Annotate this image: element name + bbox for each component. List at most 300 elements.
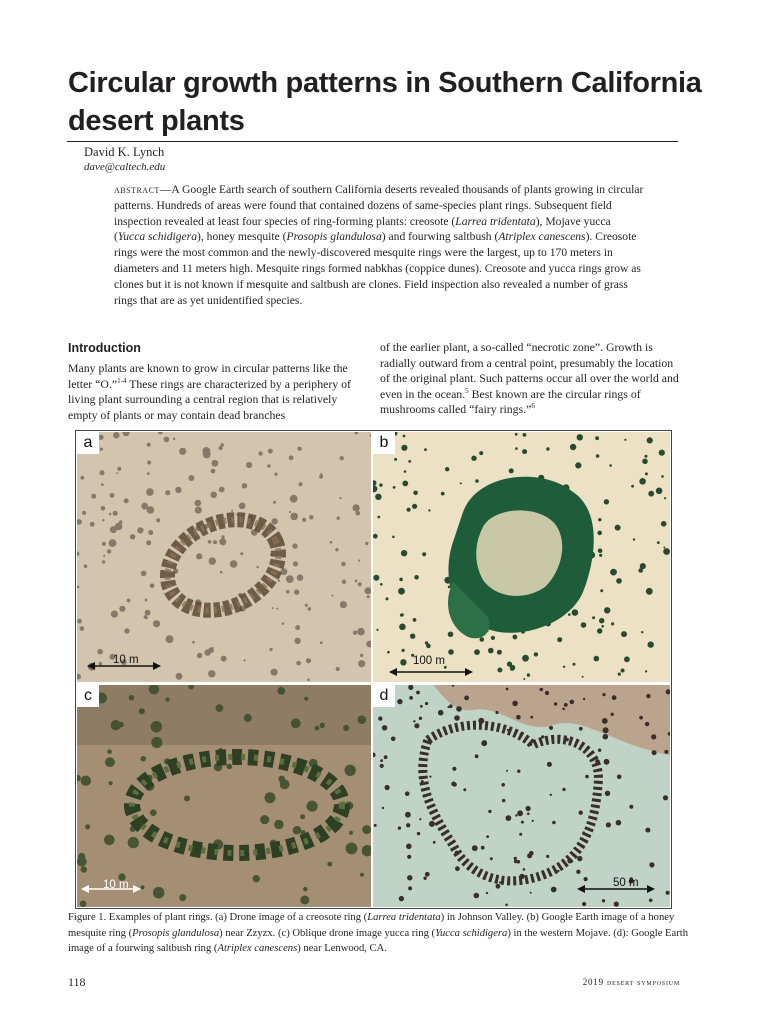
vegetation-speckle — [656, 488, 663, 495]
vegetation-speckle — [292, 543, 297, 548]
vegetation-speckle — [341, 562, 346, 567]
vegetation-speckle — [408, 886, 412, 890]
vegetation-speckle — [278, 580, 280, 582]
vegetation-speckle — [438, 710, 444, 716]
vegetation-speckle — [360, 654, 363, 657]
vegetation-speckle — [153, 620, 160, 627]
vegetation-speckle — [386, 597, 389, 600]
vegetation-speckle — [594, 656, 600, 662]
vegetation-speckle — [142, 505, 146, 509]
scale-bar-label: 100 m — [413, 655, 445, 667]
vegetation-speckle — [349, 831, 353, 835]
vegetation-speckle — [448, 632, 454, 638]
vegetation-speckle — [562, 708, 565, 711]
vegetation-speckle — [81, 866, 87, 872]
vegetation-speckle — [414, 575, 419, 580]
vegetation-speckle — [528, 742, 532, 746]
vegetation-speckle — [602, 718, 608, 724]
vegetation-speckle — [514, 857, 517, 860]
vegetation-speckle — [156, 518, 160, 522]
vegetation-speckle — [562, 788, 565, 791]
vegetation-speckle — [495, 711, 498, 714]
vegetation-speckle — [267, 464, 270, 467]
vegetation-speckle — [413, 491, 418, 496]
vegetation-speckle — [210, 492, 217, 499]
vegetation-speckle — [109, 513, 112, 516]
vegetation-speckle — [664, 750, 668, 754]
vegetation-speckle — [414, 723, 419, 728]
vegetation-speckle — [601, 625, 604, 628]
vegetation-speckle — [208, 670, 215, 677]
vegetation-speckle — [472, 845, 478, 851]
vegetation-speckle — [509, 468, 514, 473]
vegetation-speckle — [129, 695, 135, 701]
vegetation-speckle — [244, 659, 246, 661]
vegetation-speckle — [373, 575, 379, 581]
vegetation-speckle — [611, 622, 614, 625]
vegetation-speckle — [212, 460, 219, 467]
vegetation-speckle — [401, 550, 407, 556]
reference: 1-4 — [117, 376, 127, 385]
vegetation-speckle — [337, 516, 340, 519]
vegetation-speckle — [564, 703, 568, 707]
vegetation-speckle — [649, 899, 653, 903]
vegetation-speckle — [584, 877, 588, 881]
vegetation-speckle — [113, 511, 118, 516]
vegetation-speckle — [454, 715, 460, 721]
vegetation-speckle — [173, 438, 175, 440]
panel-b-image — [373, 432, 670, 682]
vegetation-speckle — [506, 770, 508, 772]
vegetation-speckle — [211, 647, 214, 650]
vegetation-speckle — [648, 491, 654, 497]
vegetation-speckle — [616, 820, 622, 826]
vegetation-speckle — [116, 472, 118, 474]
vegetation-speckle — [423, 877, 426, 880]
vegetation-speckle — [475, 754, 479, 758]
vegetation-speckle — [557, 870, 559, 872]
vegetation-speckle — [265, 792, 276, 803]
vegetation-speckle — [109, 781, 113, 785]
vegetation-speckle — [98, 435, 103, 440]
vegetation-speckle — [382, 807, 384, 809]
species-name: Yucca schidigera — [435, 927, 508, 939]
vegetation-speckle — [145, 610, 151, 616]
species-name: Prosopis glandulosa — [286, 230, 382, 244]
vegetation-speckle — [147, 472, 150, 475]
vegetation-speckle — [612, 695, 617, 700]
vegetation-speckle — [124, 628, 129, 633]
vegetation-speckle — [475, 479, 479, 483]
vegetation-speckle — [527, 673, 530, 676]
vegetation-speckle — [490, 857, 493, 860]
vegetation-speckle — [145, 599, 148, 602]
vegetation-speckle — [303, 887, 308, 892]
vegetation-speckle — [615, 525, 621, 531]
vegetation-speckle — [239, 503, 246, 510]
vegetation-speckle — [90, 522, 95, 527]
vegetation-speckle — [659, 450, 665, 456]
vegetation-speckle — [592, 616, 595, 619]
vegetation-speckle — [522, 655, 529, 662]
intro-text: Many plants are known to grow in circular patterns like the letter “O.” — [68, 361, 348, 391]
vegetation-speckle — [486, 892, 488, 894]
vegetation-speckle — [307, 679, 310, 682]
vegetation-speckle — [220, 571, 223, 574]
vegetation-speckle — [165, 490, 170, 495]
vegetation-speckle — [258, 451, 262, 455]
vegetation-speckle — [575, 462, 581, 468]
vegetation-speckle — [268, 449, 273, 454]
vegetation-speckle — [507, 662, 512, 667]
vegetation-speckle — [196, 553, 202, 559]
vegetation-speckle — [530, 892, 532, 894]
vegetation-speckle — [289, 511, 291, 513]
intro-text: of the earlier plant, a so-called “necrotic zone”. Growth is radially outward from a central point, presumably the location of the original plant. Such patterns occur all over the world and even in the ocean. — [380, 340, 679, 401]
vegetation-speckle — [577, 434, 583, 440]
vegetation-speckle — [639, 478, 646, 485]
vegetation-speckle — [353, 504, 360, 511]
species-name: Prosopis glandulosa — [132, 927, 220, 939]
author-name: David K. Lynch — [84, 145, 165, 159]
vegetation-speckle — [331, 595, 333, 597]
vegetation-speckle — [424, 448, 427, 451]
vegetation-speckle — [166, 635, 174, 643]
scale-bar-label: 50 m — [613, 877, 639, 889]
vegetation-speckle — [221, 540, 226, 545]
vegetation-speckle — [568, 613, 571, 616]
vegetation-speckle — [648, 641, 654, 647]
vegetation-speckle — [598, 548, 603, 553]
vegetation-speckle — [521, 821, 524, 824]
vegetation-speckle — [300, 895, 309, 904]
vegetation-speckle — [260, 815, 269, 824]
caption-text: ) in Johnson Valley. (b) Google Earth image of a honey mesquite ring ( — [68, 912, 675, 939]
vegetation-speckle — [81, 776, 91, 786]
vegetation-speckle — [399, 578, 403, 582]
vegetation-speckle — [421, 780, 424, 783]
vegetation-speckle — [512, 701, 518, 707]
panel-a-image — [77, 432, 371, 682]
vegetation-speckle — [195, 500, 202, 507]
vegetation-speckle — [405, 791, 410, 796]
saltbush-ring-image — [373, 685, 670, 907]
vegetation-speckle — [501, 783, 505, 787]
vegetation-speckle — [342, 580, 346, 584]
vegetation-speckle — [452, 767, 456, 771]
vegetation-speckle — [527, 813, 530, 816]
species-name: Atriplex canescens — [217, 943, 298, 954]
vegetation-speckle — [403, 435, 406, 438]
vegetation-speckle — [278, 776, 285, 783]
vegetation-speckle — [110, 493, 115, 498]
vegetation-speckle — [510, 667, 514, 671]
vegetation-speckle — [291, 718, 301, 728]
vegetation-speckle — [413, 618, 417, 622]
vegetation-speckle — [463, 788, 466, 791]
vegetation-speckle — [356, 511, 361, 516]
vegetation-speckle — [585, 775, 589, 779]
vegetation-speckle — [513, 635, 518, 640]
vegetation-speckle — [111, 611, 118, 618]
vegetation-speckle — [153, 887, 165, 899]
vegetation-speckle — [192, 641, 195, 644]
vegetation-speckle — [600, 589, 603, 592]
vegetation-speckle — [429, 776, 431, 778]
vegetation-speckle — [119, 606, 125, 612]
vegetation-speckle — [358, 715, 367, 724]
vegetation-speckle — [410, 634, 415, 639]
vegetation-speckle — [514, 860, 517, 863]
vegetation-speckle — [330, 541, 333, 544]
vegetation-speckle — [208, 540, 212, 544]
vegetation-speckle — [240, 552, 243, 555]
vegetation-speckle — [413, 720, 415, 722]
vegetation-speckle — [520, 733, 523, 736]
vegetation-speckle — [597, 628, 602, 633]
figure-caption — [68, 910, 688, 957]
vegetation-speckle — [144, 615, 148, 619]
caption-text: ) in the western Mojave. (d): Google Earth image of a fourwing saltbush ring ( — [68, 927, 688, 954]
vegetation-speckle — [646, 588, 653, 595]
vegetation-speckle — [527, 853, 532, 858]
vegetation-speckle — [579, 727, 583, 731]
vegetation-speckle — [272, 607, 274, 609]
vegetation-speckle — [497, 668, 502, 673]
vegetation-speckle — [343, 725, 349, 731]
vegetation-speckle — [624, 439, 626, 441]
panel-label: b — [373, 432, 395, 454]
vegetation-speckle — [641, 631, 643, 633]
vegetation-speckle — [320, 723, 325, 728]
vegetation-speckle — [151, 737, 162, 748]
vegetation-speckle — [663, 547, 665, 549]
vegetation-speckle — [402, 481, 408, 487]
vegetation-speckle — [340, 601, 347, 608]
vegetation-speckle — [618, 673, 621, 676]
vegetation-speckle — [599, 554, 602, 557]
vegetation-speckle — [84, 564, 88, 568]
vegetation-speckle — [130, 534, 135, 539]
vegetation-speckle — [642, 459, 648, 465]
vegetation-speckle — [606, 822, 611, 827]
vegetation-speckle — [640, 563, 646, 569]
vegetation-speckle — [523, 433, 527, 437]
vegetation-speckle — [308, 607, 312, 611]
vegetation-speckle — [85, 824, 90, 829]
vegetation-speckle — [577, 856, 582, 861]
vegetation-speckle — [598, 518, 601, 521]
panel-label: a — [77, 432, 99, 454]
vegetation-speckle — [297, 447, 301, 451]
vegetation-speckle — [645, 828, 650, 833]
vegetation-speckle — [433, 841, 436, 844]
vegetation-speckle — [297, 574, 304, 581]
abstract-text: ). Creosote rings were the most common and the newly-discovered mesquite rings were the largest, up to 170 meters in diameters and 11 meters high. Mesquite rings formed nabkhas (coppice dunes). Creosote and yucca rings grow as clones but it is not known if mesquite and saltbush are clones. Field inspection also revealed a number of grass rings that are as yet unidentified species. — [114, 230, 641, 307]
vegetation-speckle — [416, 691, 420, 695]
vegetation-speckle — [80, 901, 87, 908]
vegetation-speckle — [420, 705, 423, 708]
vegetation-speckle — [515, 814, 517, 816]
vegetation-speckle — [380, 759, 383, 762]
vegetation-speckle — [579, 811, 583, 815]
panel-c-image — [77, 685, 371, 907]
vegetation-speckle — [176, 673, 183, 680]
vegetation-speckle — [101, 483, 104, 486]
vegetation-speckle — [164, 437, 170, 443]
vegetation-speckle — [549, 726, 553, 730]
vegetation-speckle — [374, 824, 377, 827]
vegetation-speckle — [392, 536, 395, 539]
vegetation-speckle — [516, 715, 521, 720]
vegetation-speckle — [546, 447, 549, 450]
vegetation-speckle — [551, 887, 557, 893]
species-name: Yucca schidigera — [117, 230, 197, 244]
reference: 6 — [531, 402, 535, 411]
vegetation-speckle — [664, 497, 666, 499]
vegetation-speckle — [219, 487, 225, 493]
vegetation-speckle — [358, 582, 362, 586]
vegetation-speckle — [602, 693, 605, 696]
vegetation-speckle — [455, 866, 460, 871]
vegetation-speckle — [102, 542, 106, 546]
vegetation-speckle — [128, 837, 139, 848]
vegetation-speckle — [367, 595, 370, 598]
vegetation-speckle — [621, 631, 627, 637]
vegetation-speckle — [517, 810, 523, 816]
vegetation-speckle — [382, 725, 387, 730]
vegetation-speckle — [221, 535, 224, 538]
vegetation-speckle — [582, 831, 585, 834]
vegetation-speckle — [281, 568, 288, 575]
yucca-ring-image — [77, 685, 371, 907]
running-footer: 2019 desert symposium — [582, 977, 680, 987]
vegetation-speckle — [573, 663, 576, 666]
caption-text: ) near Lenwood, CA. — [297, 943, 387, 954]
vegetation-speckle — [645, 472, 648, 475]
reference: 5 — [465, 386, 469, 395]
vegetation-speckle — [563, 666, 565, 668]
abstract-text: —A Google Earth search of southern California deserts revealed thousands of plants growing in circular patterns. Hundreds of areas were found that contained dozens of same-species plant rings. Subsequent field inspection revealed at least four species of ring-forming plants: creosote ( — [114, 183, 644, 228]
vegetation-speckle — [113, 432, 119, 438]
vegetation-speckle — [523, 868, 526, 871]
vegetation-speckle — [409, 696, 413, 700]
vegetation-speckle — [572, 609, 579, 616]
scale-bar-label: 10 m — [103, 879, 129, 891]
vegetation-speckle — [649, 862, 654, 867]
creosote-ring-image — [77, 432, 371, 682]
vegetation-speckle — [360, 873, 364, 877]
vegetation-speckle — [107, 749, 112, 754]
vegetation-speckle — [150, 809, 157, 816]
vegetation-speckle — [417, 832, 420, 835]
vegetation-speckle — [407, 875, 412, 880]
vegetation-speckle — [523, 678, 525, 680]
vegetation-speckle — [147, 506, 155, 514]
vegetation-speckle — [357, 628, 365, 636]
vegetation-speckle — [375, 494, 381, 500]
intro-text: These rings are characterized by a periphery of living plant surrounding a central region that is relatively empty of plants or may contain dead branches — [68, 376, 351, 422]
vegetation-speckle — [119, 520, 123, 524]
vegetation-speckle — [142, 528, 144, 530]
vegetation-speckle — [339, 497, 341, 499]
vegetation-speckle — [175, 487, 181, 493]
vegetation-speckle — [377, 516, 380, 519]
vegetation-speckle — [400, 613, 403, 616]
vegetation-speckle — [77, 857, 87, 867]
vegetation-speckle — [610, 569, 617, 576]
caption-text: Figure 1. Examples of plant rings. (a) Drone image of a creosote ring ( — [68, 912, 368, 923]
vegetation-speckle — [246, 462, 252, 468]
vegetation-speckle — [231, 510, 233, 512]
vegetation-speckle — [419, 818, 421, 820]
vegetation-speckle — [82, 511, 86, 515]
vegetation-speckle — [274, 820, 283, 829]
vegetation-speckle — [428, 509, 430, 511]
vegetation-speckle — [315, 726, 320, 731]
vegetation-speckle — [488, 810, 491, 813]
vegetation-speckle — [663, 795, 668, 800]
author-email: dave@caltech.edu — [84, 161, 166, 173]
vegetation-speckle — [406, 823, 410, 827]
vegetation-speckle — [552, 821, 556, 825]
vegetation-speckle — [515, 447, 518, 450]
vegetation-speckle — [179, 894, 186, 901]
vegetation-speckle — [407, 508, 411, 512]
vegetation-speckle — [407, 855, 411, 859]
abstract — [114, 182, 644, 308]
vegetation-speckle — [286, 590, 290, 594]
vegetation-speckle — [127, 599, 131, 603]
abstract-text: ) and fourwing saltbush ( — [381, 230, 499, 244]
vegetation-speckle — [227, 764, 233, 770]
vegetation-speckle — [394, 458, 397, 461]
vegetation-speckle — [479, 451, 483, 455]
vegetation-speckle — [216, 704, 224, 712]
vegetation-speckle — [104, 835, 115, 846]
vegetation-speckle — [445, 467, 449, 471]
vegetation-speckle — [340, 456, 344, 460]
vegetation-speckle — [519, 874, 524, 879]
vegetation-speckle — [609, 464, 612, 467]
vegetation-speckle — [398, 826, 401, 829]
vegetation-speckle — [507, 729, 509, 731]
vegetation-speckle — [91, 494, 96, 499]
vegetation-speckle — [277, 687, 285, 695]
vegetation-speckle — [165, 698, 169, 702]
vegetation-speckle — [598, 749, 601, 752]
vegetation-speckle — [546, 855, 549, 858]
abstract-label: abstract — [114, 183, 160, 196]
vegetation-speckle — [460, 482, 462, 484]
vegetation-speckle — [651, 734, 656, 739]
vegetation-speckle — [244, 714, 252, 722]
vegetation-speckle — [419, 717, 422, 720]
vegetation-speckle — [567, 858, 572, 863]
vegetation-speckle — [426, 644, 431, 649]
vegetation-speckle — [604, 499, 609, 504]
vegetation-speckle — [319, 475, 323, 479]
panel-label: c — [77, 685, 99, 707]
vegetation-speckle — [486, 835, 489, 838]
vegetation-speckle — [306, 658, 311, 663]
vegetation-speckle — [605, 791, 610, 796]
vegetation-speckle — [294, 638, 300, 644]
vegetation-speckle — [148, 530, 153, 535]
vegetation-speckle — [570, 444, 576, 450]
vegetation-speckle — [401, 445, 407, 451]
vegetation-speckle — [378, 716, 382, 720]
